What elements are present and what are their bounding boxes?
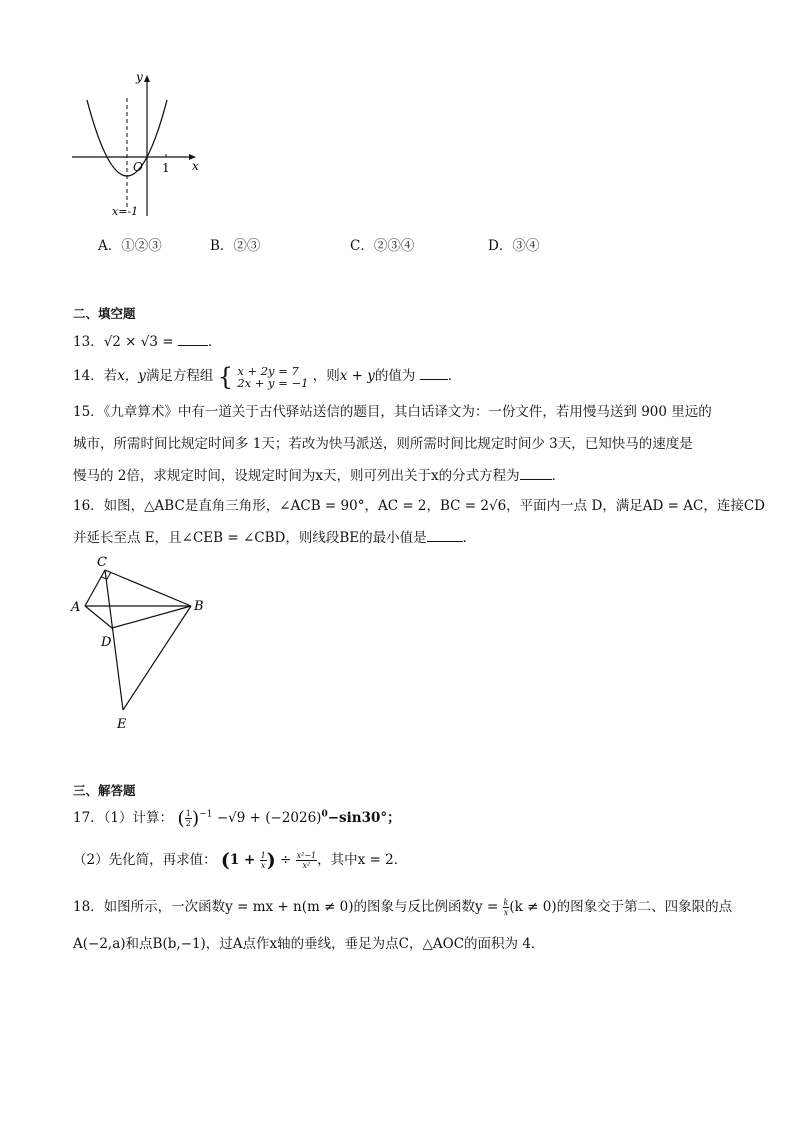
label-d: D [101,635,112,650]
segment-cb [105,570,191,606]
q15-answer-blank[interactable] [520,467,552,480]
q17-part2: （2）先化简，再求值： (1 + $\frac{1}{x}$ ) ÷ $\frac{\text{x²−1}}{\text{x²}}$ ，其中x = 2． [73,849,408,872]
q16-line2: 并延长至点 E，且∠CEB = ∠CBD，则线段BE的最小值是 ． [73,530,477,546]
q15-line3: 慢马的 2倍，求规定时间，设规定时间为x天，则可列出关于x的分式方程为 ． [73,468,566,484]
segment-ca [85,570,105,606]
q18-line2: A(−2,a)和点B(b,−1)，过A点作x轴的垂线，垂足为点C，△AOC的面积为 4． [73,936,545,952]
option-a: A．①②③ [98,238,162,254]
section2-heading: 二、填空题 [73,306,136,321]
origin-label: O [133,160,143,174]
q15-line2: 城市，所需时间比规定时间多 1天；若改为快马派送，则所需时间比规定时间少 3天，已知快马的速度是 [73,436,693,452]
q16-line1: 16．如图，△ABC是直角三角形，∠ACB = 90°，AC = 2，BC = 2√6，平面内一点 D，满足AD = AC，连接CD [73,498,765,514]
y-label: y [136,70,143,84]
section3-heading: 三、解答题 [73,783,136,798]
option-b: B．②③ [210,238,261,254]
q14-eq1: x + 2y = 7 [237,363,299,378]
q17-part1: 17．（1）计算： ( $\frac{1}{2}$ )$^{-1} -√9 + (-2026)^0-\sin 30^\circ$； [73,807,401,830]
segment-ad [85,606,112,628]
q14-eq2: 2x + y = −1 [237,375,309,390]
triangle-figure [66,550,216,732]
q14: 14．若x，y满足方程组 { x + 2y = 7 2x + y = −1 ，则x + y的值为 ． [73,362,462,391]
q15-line1: 15．《九章算术》中有一道关于古代驿站送信的题目，其白话译文为：一份文件，若用慢马送到 900 里远的 [73,404,712,420]
label-c: C [97,555,107,570]
q16-answer-blank[interactable] [427,529,463,542]
q14-answer-blank[interactable] [420,367,448,380]
x-label: x [192,159,199,173]
q13: 13．√2 × √3 = ． [73,334,222,350]
y-axis-arrow [144,75,150,82]
label-e: E [117,717,127,732]
label-b: B [194,599,204,614]
q14-brace: { [217,362,234,391]
option-d: D．③④ [488,238,540,254]
option-c: C．②③④ [350,238,415,254]
one-label: 1 [162,161,170,175]
q13-answer-blank[interactable] [178,333,208,346]
label-a: A [71,600,81,615]
parabola-figure [66,68,206,220]
axis-line-label: x=-1 [112,205,139,218]
q18-line1: 18．如图所示，一次函数y = mx + n(m ≠ 0)的图象与反比例函数y = $\frac{k}{x}$ (k ≠ 0)的图象交于第二、四象限的点 [73,898,733,917]
